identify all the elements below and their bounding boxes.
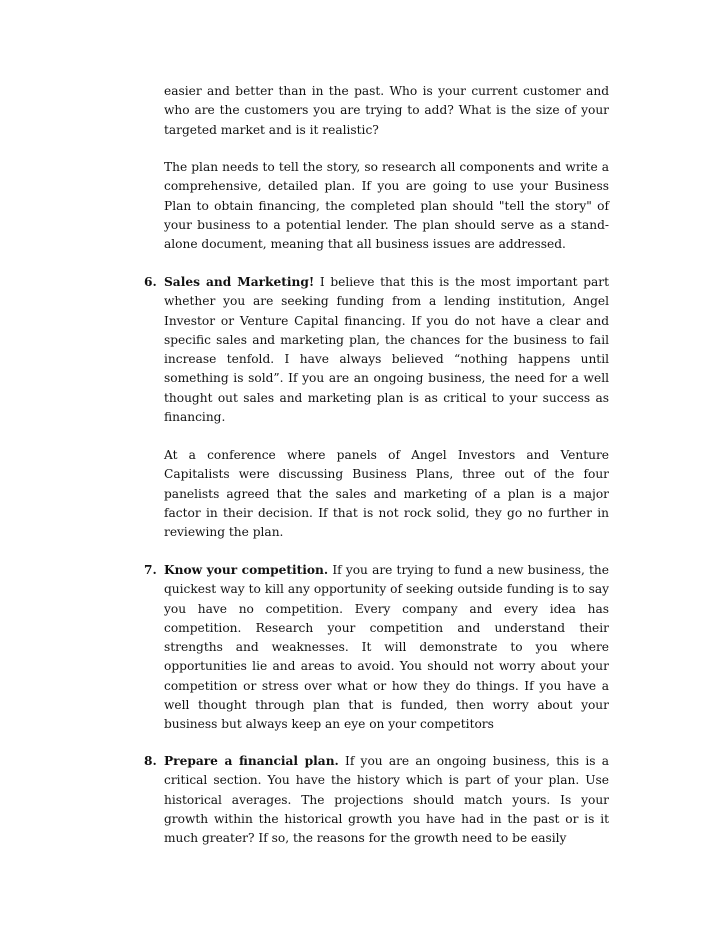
list-item-text: If you are an ongoing business, this is a critical section. You have the history which is part of your plan. Use historical averages. The projections should match yours. Is your growth within the historical growth you have had in the past or is it much greater? If so, the reasons for the growth need to be easily: [164, 754, 609, 846]
list-item-sales-marketing: [144, 273, 609, 427]
list-item-number: 6.: [144, 275, 157, 289]
list-item-financial-plan: [144, 752, 609, 848]
list-item-text: If you are trying to fund a new business, the quickest way to kill any opportunity of seeking outside funding is to say you have no competition. Every company and every idea has competition. Research your competition and understand their strengths and weaknesses. It will demonstrate to you where opportunities lie and areas to avoid. You should not worry about your competition or stress over what or how they do things. If you have a well thought through plan that is funded, then worry about your business but always keep an eye on your competitors: [164, 563, 609, 732]
list-item-competition: [144, 561, 609, 735]
paragraph-conference: At a conference where panels of Angel Investors and Venture Capitalists were discussing Business Plans, three out of the four panelists agreed that the sales and marketing of a plan is a major factor in their decision. If that is not rock solid, they go no further in reviewing the plan.: [164, 448, 609, 540]
list-item-number: 8.: [144, 754, 157, 768]
list-item-heading: Prepare a financial plan.: [164, 754, 339, 768]
list-item-heading: Sales and Marketing!: [164, 275, 315, 289]
paragraph-market: easier and better than in the past. Who is your current customer and who are the customers you are trying to add? What is the size of your targeted market and is it realistic?: [164, 84, 609, 137]
list-item-heading: Know your competition.: [164, 563, 329, 577]
list-item-number: 7.: [144, 563, 157, 577]
list-item-text: I believe that this is the most important part whether you are seeking funding from a lending institution, Angel Investor or Venture Capital financing. If you do not have a clear and specific sales and marketing plan, the chances for the business to fail increase tenfold. I have always believed “nothing happens until something is sold”. If you are an ongoing business, the need for a well thought out sales and marketing plan is as critical to your success as financing.: [164, 275, 609, 425]
paragraph-plan-story: The plan needs to tell the story, so research all components and write a comprehensive, detailed plan. If you are going to use your Business Plan to obtain financing, the completed plan should "tell the story" of your business to a potential lender. The plan should serve as a stand-alone document, meaning that all business issues are addressed.: [164, 160, 609, 252]
